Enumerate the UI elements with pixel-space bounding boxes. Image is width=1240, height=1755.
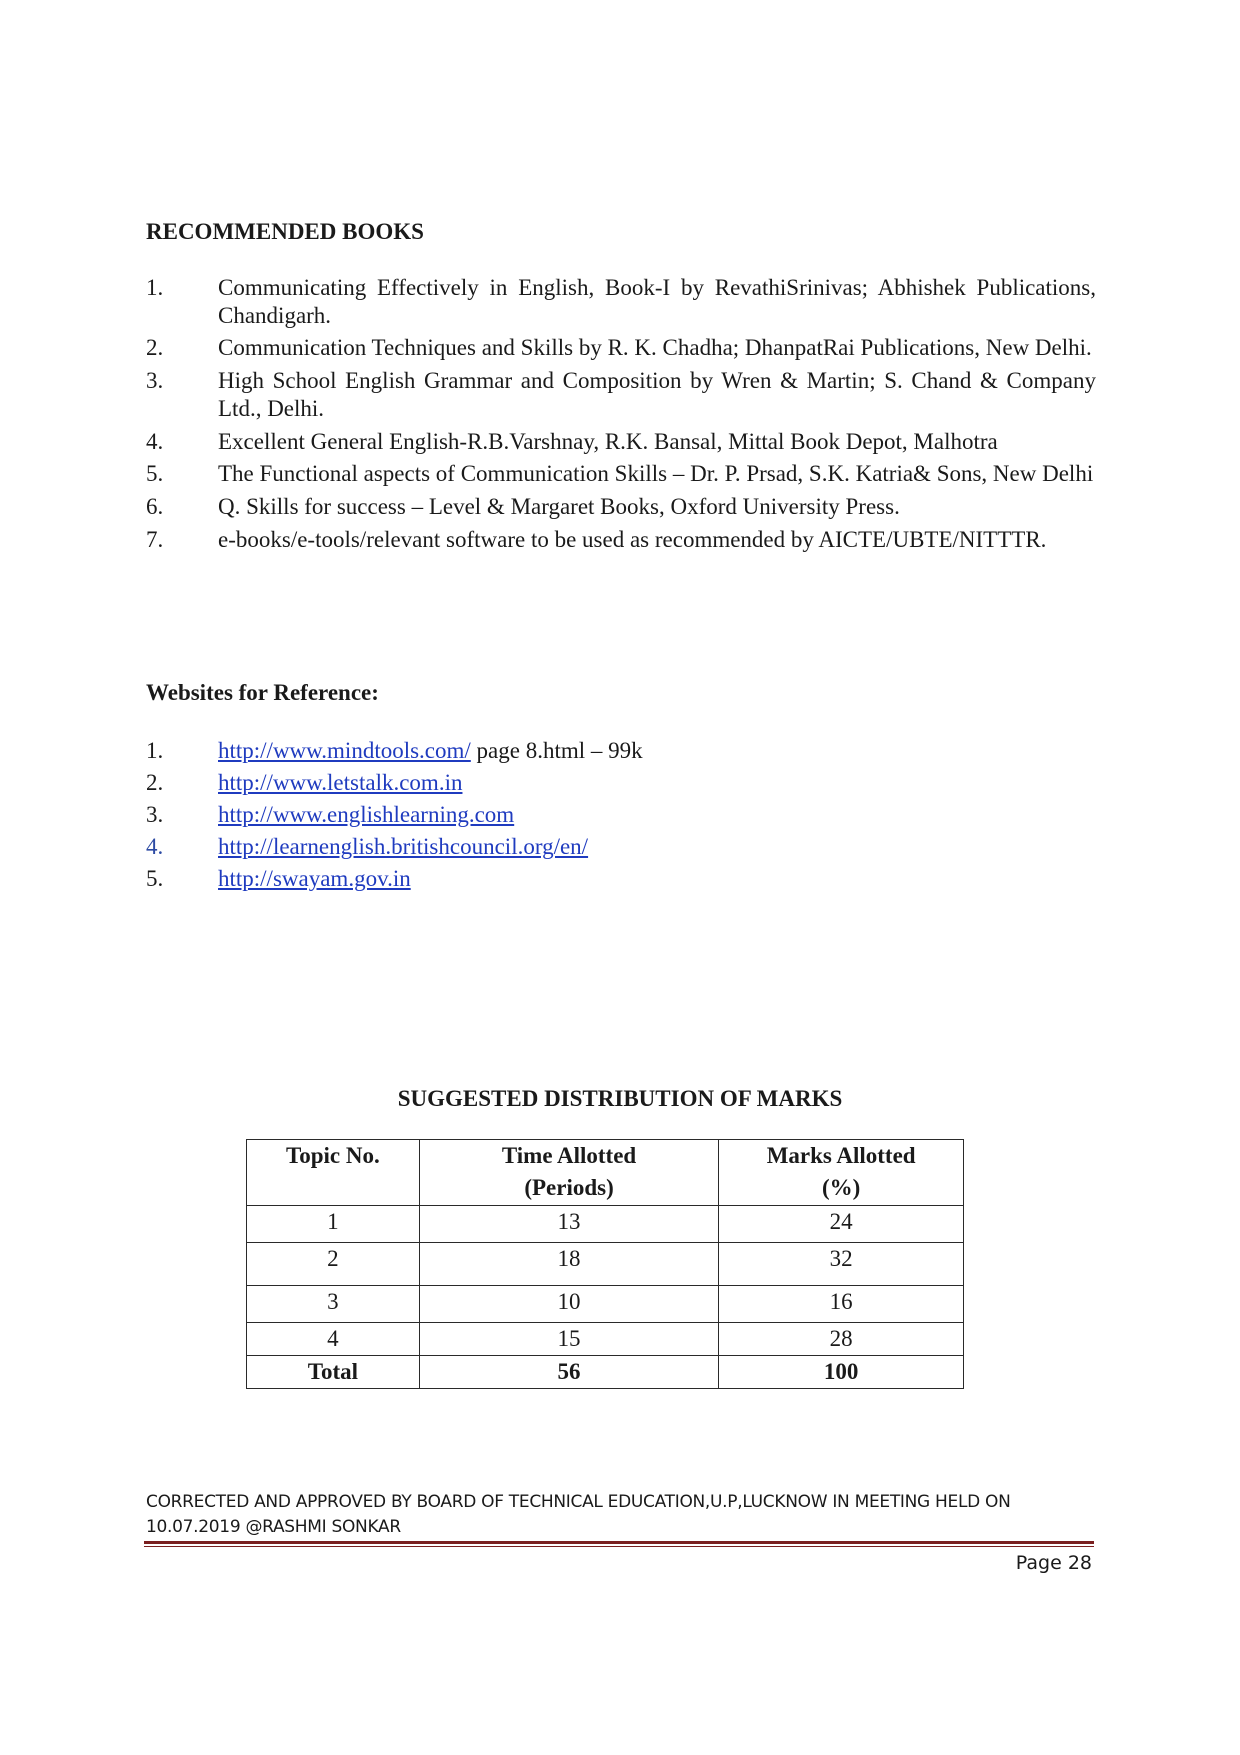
book-item — [146, 334, 1096, 362]
header-line: Time Allotted — [501, 1143, 637, 1168]
book-item — [146, 274, 1096, 330]
page-number: Page 28 — [1015, 1552, 1092, 1574]
website-item — [146, 799, 1096, 831]
table-cell: 24 — [719, 1206, 964, 1243]
total-periods: 56 — [419, 1356, 719, 1389]
website-link[interactable]: http://www.englishlearning.com — [218, 802, 515, 827]
footer-approval-note — [146, 1490, 1096, 1540]
website-number: 5. — [146, 866, 164, 891]
websites-heading: Websites for Reference: — [146, 680, 379, 705]
book-number: 5. — [146, 461, 164, 486]
table-row — [247, 1206, 964, 1243]
table-header-row — [247, 1140, 964, 1206]
book-number: 4. — [146, 429, 164, 454]
website-number: 1. — [146, 738, 164, 763]
table-cell: 10 — [419, 1286, 719, 1323]
table-cell: 16 — [719, 1286, 964, 1323]
website-number: 4. — [146, 834, 164, 859]
total-marks: 100 — [719, 1356, 964, 1389]
header-line: (%) — [821, 1175, 861, 1200]
table-total-row — [247, 1356, 964, 1389]
header-topic-no — [247, 1140, 420, 1206]
book-number: 1. — [146, 275, 164, 300]
table-cell: 15 — [419, 1323, 719, 1356]
table-cell: 2 — [247, 1243, 420, 1286]
website-item — [146, 831, 1096, 863]
website-number: 3. — [146, 802, 164, 827]
book-text: Communicating Effectively in English, Book-I by RevathiSrinivas; Abhishek Publications, Chandigarh. — [218, 275, 1096, 328]
book-number: 2. — [146, 335, 164, 360]
book-item — [146, 367, 1096, 423]
table-cell: 13 — [419, 1206, 719, 1243]
recommended-books-list — [146, 274, 1096, 554]
table-cell: 1 — [247, 1206, 420, 1243]
header-marks-allotted — [719, 1140, 964, 1206]
website-link[interactable]: http://learnenglish.britishcouncil.org/en/ — [218, 834, 589, 859]
book-text: The Functional aspects of Communication Skills – Dr. P. Prsad, S.K. Katria& Sons, New Delhi — [218, 461, 1094, 486]
book-number: 7. — [146, 527, 164, 552]
book-number: 3. — [146, 368, 164, 393]
website-item — [146, 735, 1096, 767]
website-item — [146, 863, 1096, 895]
table-row — [247, 1243, 964, 1286]
book-text: Communication Techniques and Skills by R. K. Chadha; DhanpatRai Publications, New Delhi. — [218, 335, 1092, 360]
book-text: High School English Grammar and Composition by Wren & Martin; S. Chand & Company Ltd., Delhi. — [218, 368, 1096, 421]
book-text: e-books/e-tools/relevant software to be used as recommended by AICTE/UBTE/NITTTR. — [218, 527, 1047, 552]
website-link[interactable]: http://swayam.gov.in — [218, 866, 411, 891]
book-number: 6. — [146, 494, 164, 519]
total-label: Total — [247, 1356, 420, 1389]
header-line: (Periods) — [524, 1175, 614, 1200]
footer-line: 10.07.2019 @RASHMI SONKAR — [146, 1517, 401, 1537]
book-text: Excellent General English-R.B.Varshnay, R.K. Bansal, Mittal Book Depot, Malhotra — [218, 429, 998, 454]
website-item — [146, 767, 1096, 799]
table-cell: 4 — [247, 1323, 420, 1356]
book-item — [146, 460, 1096, 488]
table-cell: 3 — [247, 1286, 420, 1323]
marks-distribution-table — [246, 1139, 964, 1389]
table-row — [247, 1323, 964, 1356]
table-cell: 32 — [719, 1243, 964, 1286]
table-cell: 28 — [719, 1323, 964, 1356]
websites-list — [146, 735, 1096, 895]
website-suffix: page 8.html – 99k — [470, 738, 643, 763]
book-item — [146, 493, 1096, 521]
book-item — [146, 526, 1096, 554]
table-cell: 18 — [419, 1243, 719, 1286]
book-text: Q. Skills for success – Level & Margaret Books, Oxford University Press. — [218, 494, 900, 519]
website-link[interactable]: http://www.mindtools.com/ — [218, 738, 471, 763]
table-row — [247, 1286, 964, 1323]
website-link[interactable]: http://www.letstalk.com.in — [218, 770, 463, 795]
header-line: Topic No. — [286, 1143, 380, 1168]
header-time-allotted — [419, 1140, 719, 1206]
marks-distribution-title: SUGGESTED DISTRIBUTION OF MARKS — [397, 1086, 843, 1111]
website-number: 2. — [146, 770, 164, 795]
footer-divider — [144, 1541, 1094, 1547]
header-line: Marks Allotted — [766, 1143, 916, 1168]
footer-line: CORRECTED AND APPROVED BY BOARD OF TECHNICAL EDUCATION,U.P,LUCKNOW IN MEETING HELD ON — [146, 1492, 1011, 1512]
book-item — [146, 428, 1096, 456]
recommended-books-heading: RECOMMENDED BOOKS — [146, 219, 424, 244]
